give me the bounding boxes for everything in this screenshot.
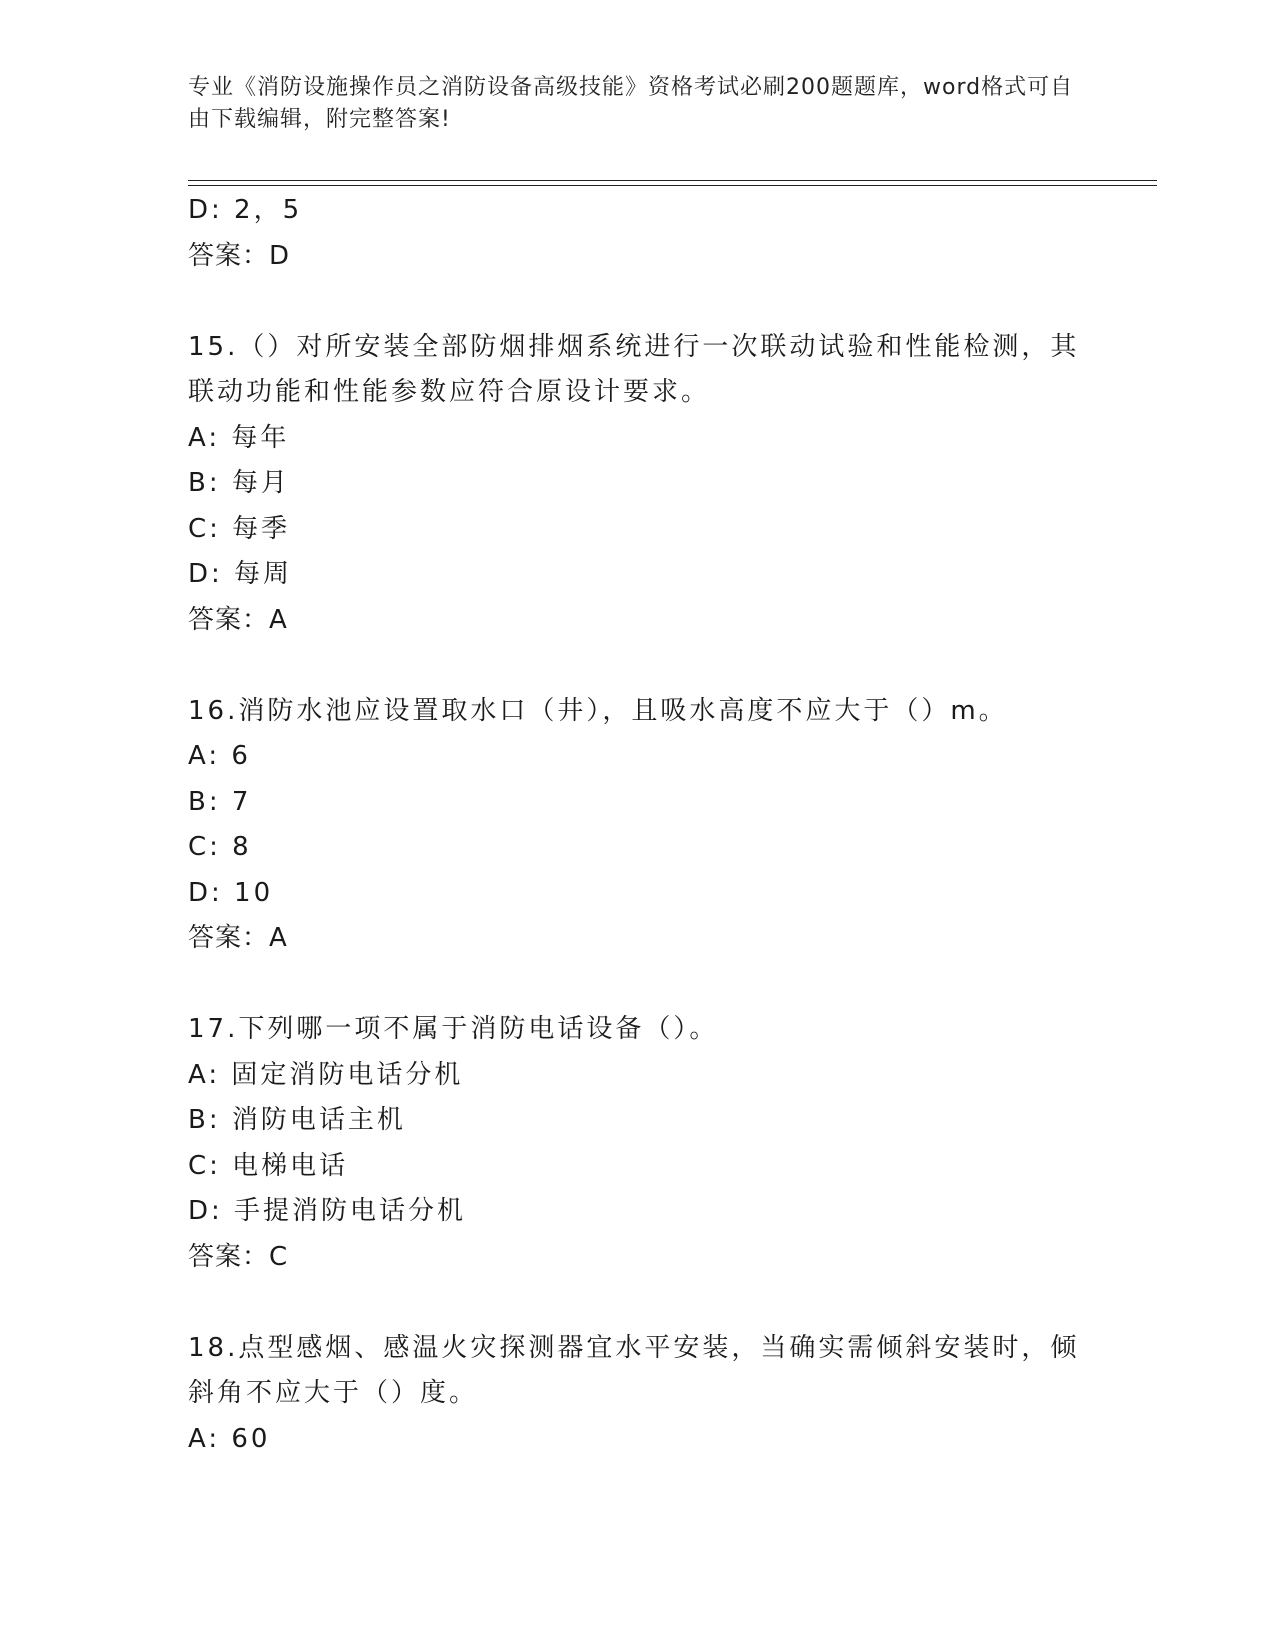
spacer <box>188 1280 1088 1326</box>
question-17 <box>188 1007 1088 1280</box>
option-a: A: 固定消防电话分机 <box>188 1059 464 1090</box>
answer: 答案：A <box>188 923 288 953</box>
question-list <box>188 188 1088 1462</box>
option-d: D: 10 <box>188 877 274 908</box>
question-16 <box>188 689 1088 962</box>
question-stem-continued: 联动功能和性能参数应符合原设计要求。 <box>188 377 711 407</box>
option-a: A: 每年 <box>188 422 290 453</box>
answer: 答案：C <box>188 1241 289 1272</box>
option-a: A: 60 <box>188 1423 271 1454</box>
question-18 <box>188 1326 1088 1463</box>
option-d: D: 2，5 <box>188 195 303 225</box>
option-d: D: 手提消防电话分机 <box>188 1196 467 1226</box>
option-b: B: 7 <box>188 786 252 817</box>
option-d: D: 每周 <box>188 559 293 589</box>
option-c: C: 电梯电话 <box>188 1150 349 1181</box>
answer: 答案：A <box>188 604 288 635</box>
document-header <box>188 72 1088 136</box>
option-c: C: 8 <box>188 832 252 862</box>
question-stem: 17.下列哪一项不属于消防电话设备（）。 <box>188 1014 719 1044</box>
spacer <box>188 962 1088 1008</box>
option-c: C: 每季 <box>188 513 291 544</box>
option-b: B: 消防电话主机 <box>188 1105 406 1135</box>
answer: 答案：D <box>188 240 291 271</box>
question-stem-continued: 斜角不应大于（）度。 <box>188 1378 479 1408</box>
question-15 <box>188 325 1088 644</box>
header-title: 专业《消防设施操作员之消防设备高级技能》资格考试必刷200题题库，word格式可自由下载编辑，附完整答案! <box>188 75 1074 132</box>
question-stem: 16.消防水池应设置取水口（井），且吸水高度不应大于（）m。 <box>188 695 1008 726</box>
question-stem: 18.点型感烟、感温火灾探测器宜水平安装，当确实需倾斜安装时，倾 <box>188 1332 1080 1363</box>
option-b: B: 每月 <box>188 468 290 498</box>
spacer <box>188 643 1088 689</box>
question-stem: 15.（）对所安装全部防烟排烟系统进行一次联动试验和性能检测，其 <box>188 331 1080 362</box>
header-divider-top <box>188 180 1157 181</box>
spacer <box>188 279 1088 325</box>
option-a: A: 6 <box>188 741 251 771</box>
header-divider-bottom <box>188 185 1157 186</box>
